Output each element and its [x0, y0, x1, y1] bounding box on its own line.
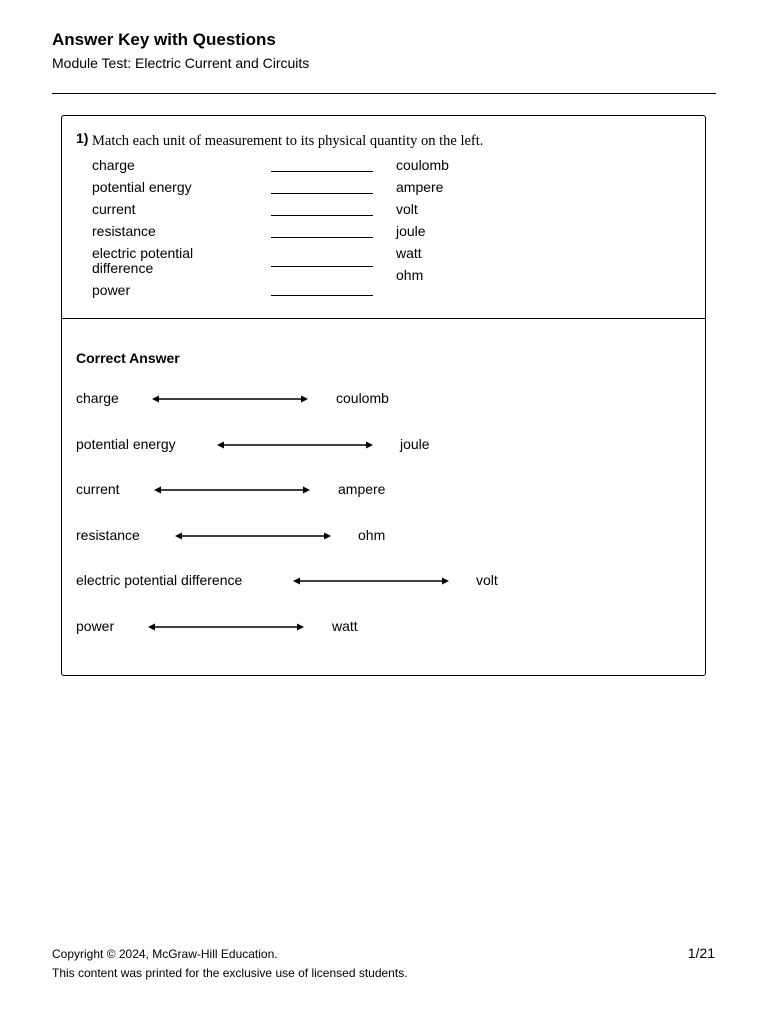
double-arrow-icon [175, 531, 331, 541]
answer-unit-coulomb: coulomb [336, 390, 389, 406]
document-header [52, 30, 716, 72]
right-item-volt: volt [396, 201, 418, 217]
answer-blank[interactable] [271, 193, 373, 194]
left-item-power: power [92, 282, 131, 298]
right-item-joule: joule [396, 223, 426, 239]
left-item-resistance: resistance [92, 223, 156, 239]
question-card [61, 115, 706, 676]
right-item-ohm: ohm [396, 267, 424, 283]
left-item-electric-potential-difference: electric potential difference [92, 245, 194, 276]
answer-blank[interactable] [271, 215, 373, 216]
answer-blank[interactable] [271, 237, 373, 238]
answer-quantity-resistance: resistance [76, 527, 140, 543]
page-number: 1/21 [687, 945, 715, 961]
answer-blank[interactable] [271, 295, 373, 296]
answer-quantity-power: power [76, 618, 115, 634]
right-item-ampere: ampere [396, 179, 444, 195]
answer-blank[interactable] [271, 171, 373, 172]
answer-unit-volt: volt [476, 572, 498, 588]
section-divider [62, 318, 705, 319]
double-arrow-icon [154, 485, 310, 495]
answer-quantity-potential-energy: potential energy [76, 436, 176, 452]
answer-unit-watt: watt [332, 618, 358, 634]
question-number: 1) [76, 130, 89, 146]
double-arrow-icon [152, 394, 308, 404]
footer-license-note: This content was printed for the exclusive use of licensed students. [52, 966, 408, 980]
answer-unit-joule: joule [400, 436, 430, 452]
answer-unit-ohm: ohm [358, 527, 386, 543]
double-arrow-icon [293, 576, 449, 586]
left-item-charge: charge [92, 157, 135, 173]
page-title: Answer Key with Questions [52, 30, 276, 49]
correct-answer-heading: Correct Answer [76, 350, 180, 366]
header-divider [52, 93, 716, 94]
answer-blank[interactable] [271, 266, 373, 267]
answer-quantity-charge: charge [76, 390, 119, 406]
left-item-potential-energy: potential energy [92, 179, 192, 195]
right-item-watt: watt [396, 245, 422, 261]
question-prompt: Match each unit of measurement to its physical quantity on the left. [92, 133, 484, 149]
right-item-coulomb: coulomb [396, 157, 449, 173]
footer-copyright: Copyright © 2024, McGraw-Hill Education. [52, 947, 278, 961]
answer-unit-ampere: ampere [338, 481, 386, 497]
double-arrow-icon [217, 440, 373, 450]
page-subtitle: Module Test: Electric Current and Circuits [52, 55, 310, 71]
answer-quantity-current: current [76, 481, 120, 497]
left-item-current: current [92, 201, 136, 217]
answer-quantity-electric-potential-difference: electric potential difference [76, 572, 243, 588]
double-arrow-icon [148, 622, 304, 632]
